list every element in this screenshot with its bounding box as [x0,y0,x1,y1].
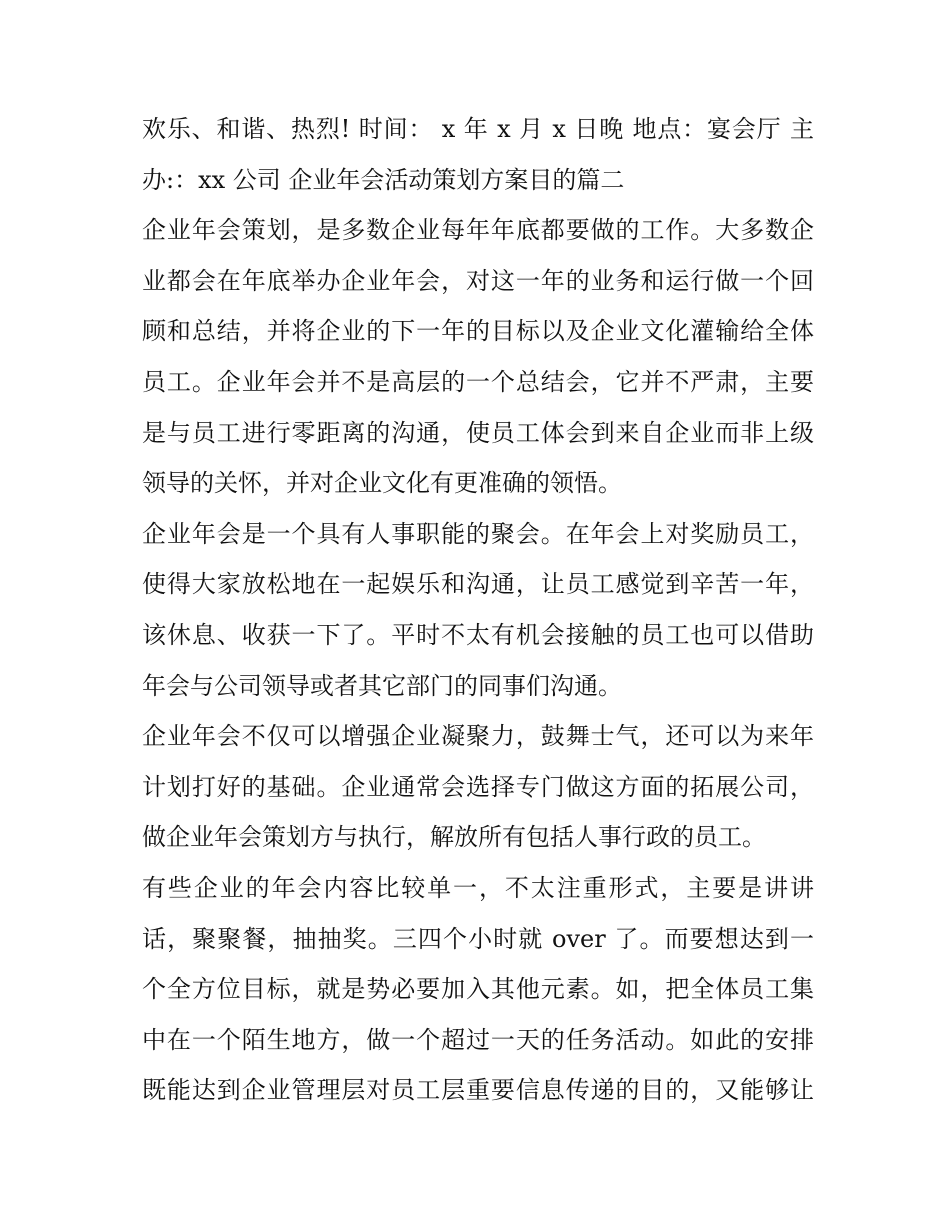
text-line: 中在一个陌生地方，做一个超过一天的任务活动。如此的安排 [142,1025,814,1054]
text-line: 做企业年会策划方与执行，解放所有包括人事行政的员工。 [142,823,766,852]
text-line: 员工。企业年会并不是高层的一个总结会，它并不严肃，主要 [142,367,814,396]
text-line: 使得大家放松地在一起娱乐和沟通，让员工感觉到辛苦一年， [142,570,814,599]
text-line: 年会与公司领导或者其它部门的同事们沟通。 [142,671,622,700]
text-line: 办:：xx 公司 企业年会活动策划方案目的篇二 [142,165,625,194]
document-body [142,110,814,1122]
text-line: 企业年会策划，是多数企业每年年底都要做的工作。大多数企 [142,216,814,245]
text-line: 既能达到企业管理层对员工层重要信息传递的目的，又能够让 [142,1076,814,1105]
text-line: 该休息、收获一下了。平时不太有机会接触的员工也可以借助 [142,620,814,649]
text-line: 是与员工进行零距离的沟通，使员工体会到来自企业而非上级 [142,418,814,447]
text-line: 顾和总结，并将企业的下一年的目标以及企业文化灌输给全体 [142,317,814,346]
text-line: 欢乐、和谐、热烈! 时间： x 年 x 月 x 日晚 地点：宴会厅 主 [142,115,814,143]
text-line: 话，聚聚餐，抽抽奖。三四个小时就 over 了。而要想达到一 [142,924,814,953]
text-line: 有些企业的年会内容比较单一，不太注重形式，主要是讲讲 [142,873,814,902]
text-line: 企业年会是一个具有人事职能的聚会。在年会上对奖励员工， [142,519,814,548]
text-line: 领导的关怀，并对企业文化有更准确的领悟。 [142,469,622,498]
text-line: 企业年会不仅可以增强企业凝聚力，鼓舞士气，还可以为来年 [142,722,814,751]
text-line: 个全方位目标，就是势必要加入其他元素。如，把全体员工集 [142,975,814,1004]
text-line: 计划打好的基础。企业通常会选择专门做这方面的拓展公司， [142,772,814,801]
text-line: 业都会在年底举办企业年会，对这一年的业务和运行做一个回 [142,266,814,295]
